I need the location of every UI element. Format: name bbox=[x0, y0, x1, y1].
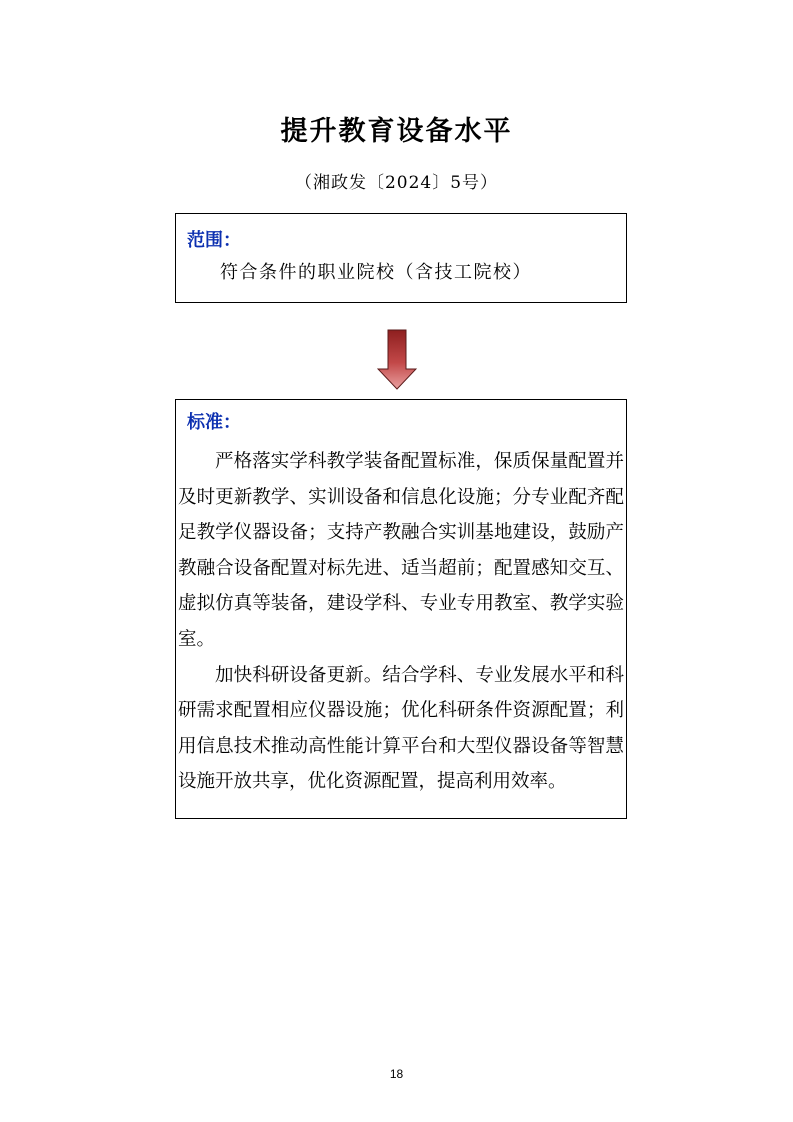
standard-paragraph: 严格落实学科教学装备配置标准，保质保量配置并及时更新教学、实训设备和信息化设施；分专业配齐配足教学仪器设备；支持产教融合实训基地建设，鼓励产教融合设备配置对标先进、适当超前；配置感知交互、虚拟仿真等装备，建设学科、专业专用教室、教学实验室。 bbox=[178, 451, 624, 650]
standard-box bbox=[175, 399, 627, 819]
document-number: （湘政发〔2024〕5号） bbox=[294, 173, 499, 193]
page-number: 18 bbox=[389, 1067, 404, 1081]
standard-paragraph: 加快科研设备更新。结合学科、专业发展水平和科研需求配置相应仪器设施；优化科研条件资源配置；利用信息技术推动高性能计算平台和大型仪器设备等智慧设施开放共享，优化资源配置，提高利用效率。 bbox=[178, 664, 624, 793]
scope-heading: 范围： bbox=[187, 230, 241, 251]
standard-body bbox=[178, 444, 624, 800]
standard-heading: 标准： bbox=[187, 412, 241, 433]
page-title: 提升教育设备水平 bbox=[280, 116, 513, 147]
scope-text: 符合条件的职业院校（含技工院校） bbox=[220, 262, 532, 283]
down-arrow-icon bbox=[377, 329, 417, 390]
scope-box bbox=[175, 213, 627, 303]
